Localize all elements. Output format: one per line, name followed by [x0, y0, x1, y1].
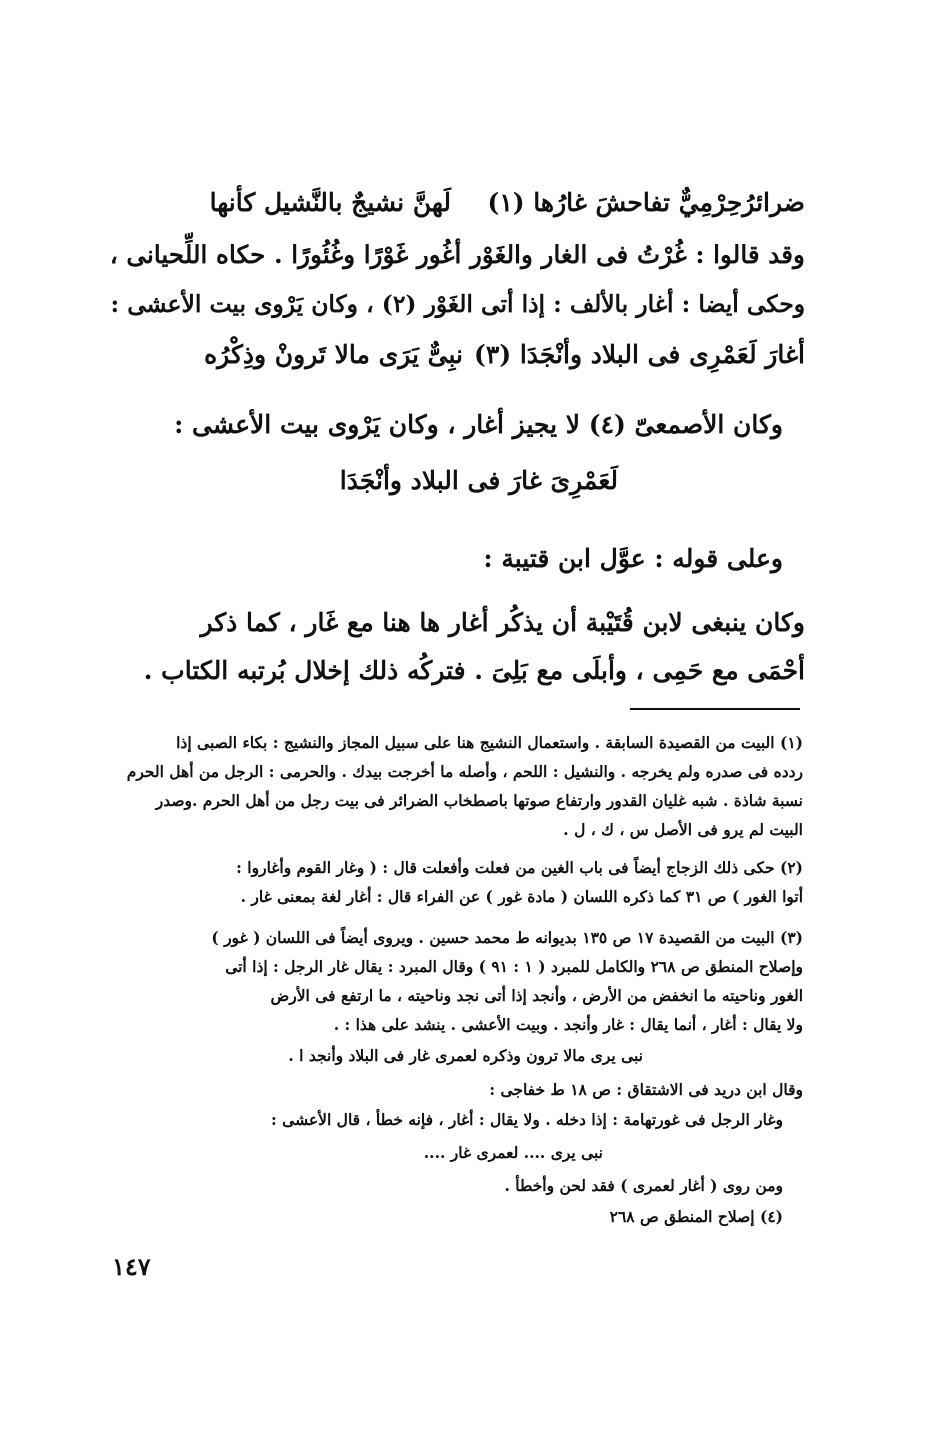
footnote-3-line: وإصلاح المنطق ص ٢٦٨ والكامل للمبرد ( ١ : ٩١ ) وقال المبرد : يقال غار الرجل : إذا أتى	[225, 957, 803, 976]
page-number: ١٤٧	[112, 1252, 151, 1281]
footnote-1-line: (١) البيت من القصيدة السابقة . واستعمال النشيج هنا على سبيل المجاز والنشيج : بكاء الصبى إذا	[176, 733, 803, 752]
footnote-3-verse: نبى يرى مالا ترون وذكره لعمرى غار فى البلاد وأنجد ا .	[288, 1046, 643, 1065]
quoted-verse: لَعَمْرِىَ غارَ فى البلاد وأنْجَدَا	[339, 466, 618, 495]
verse1-second-hemistich: لَهنَّ نشيجٌ بالنَّشيل كأنها	[209, 188, 451, 217]
footnote-3-line: (٣) البيت من القصيدة ١٧ ص ١٣٥ بديوانه ط محمد حسين . ويروى أيضاً فى اللسان ( غور )	[211, 928, 803, 947]
footnote-4-line: (٤) إصلاح المنطق ص ٢٦٨	[609, 1207, 783, 1226]
footnote-3-verse: نبى يرى .... لعمرى غار ....	[423, 1143, 603, 1162]
footnote-separator	[630, 708, 800, 710]
footnote-2-line: أتوا الغور ) ص ٣١ كما ذكره اللسان ( مادة غور ) عن الفراء قال : أغار لغة بمعنى غار .	[240, 887, 803, 906]
footnote-1-line: البيت لم يرو فى الأصل س ، ك ، ل .	[563, 820, 803, 839]
footnote-1-line: نسبة شاذة . شبه غليان القدور وارتفاع صوتها باصطخاب الضرائر فى بيت رجل من أهل الحرم .وصدر	[155, 791, 803, 810]
verse2-second-hemistich: أغارَ لَعَمْرِى فى البلاد وأنْجَدَا (٣)	[474, 340, 805, 369]
footnote-2-line: (٢) حكى ذلك الزجاج أيضاً فى باب الغين من فعلت وأفعلت قال : ( وغار القوم وأغاروا :	[236, 858, 803, 877]
body-line-9: أحْمَى مع حَمِى ، وأبلَى مع بَلِىَ . فتركُه ذلك إخلال بُرتبه الكتاب .	[143, 656, 805, 685]
footnote-3-line: وقال ابن دريد فى الاشتقاق : ص ١٨ ط خفاجى :	[489, 1080, 803, 1099]
body-line-3: وحكى أيضا : أغار بالألف : إذا أتى الغَوْر (٢) ، وكان يَرْوى بيت الأعشى :	[110, 290, 805, 318]
body-line-5: وكان الأصمعىّ (٤) لا يجيز أغار ، وكان يَرْوى بيت الأعشى :	[174, 410, 783, 439]
body-line-2: وقد قالوا : غُرْتُ فى الغار والغَوْر أغُور غَوْرًا وغُئُورًا . حكاه اللِّحيانى ،	[109, 240, 805, 269]
verse2-first-hemistich: نبِىٌّ يَرَى مالا تَرونْ وذِكْرُه	[204, 340, 463, 369]
footnote-1-line: ردده فى صدره ولم يخرجه . والنشيل : اللحم ، وأصله ما أخرجت بيدك . والحرمى : الرجل من أهل الحرم	[126, 762, 803, 781]
footnote-3-line: ولا يقال : أغار ، أنما يقال : غار وأنجد . وبيت الأعشى . ينشد على هذا : .	[333, 1015, 803, 1034]
verse1-first-hemistich: ضرائرُحِرْمِيٌّ تفاحشَ غارُها (١)	[487, 188, 805, 217]
footnote-3-line: الغور وناحيته ما انخفض من الأرض ، وأنجد إذا أتى نجد وناحيته ، ما ارتفع فى الأرض	[270, 986, 803, 1005]
footnote-3-line: وغار الرجل فى غورتهامة : إذا دخله . ولا يقال : أغار ، فإنه خطأ ، قال الأعشى :	[271, 1110, 783, 1129]
footnote-3-line: ومن روى ( أغار لعمرى ) فقد لحن وأخطأ .	[504, 1176, 783, 1195]
body-line-8: وكان ينبغى لابن قُتَيْبة أن يذكُر أغار ها هنا مع غَار ، كما ذكر	[200, 608, 805, 637]
body-line-7: وعلى قوله : عوَّل ابن قتيبة :	[483, 544, 783, 573]
